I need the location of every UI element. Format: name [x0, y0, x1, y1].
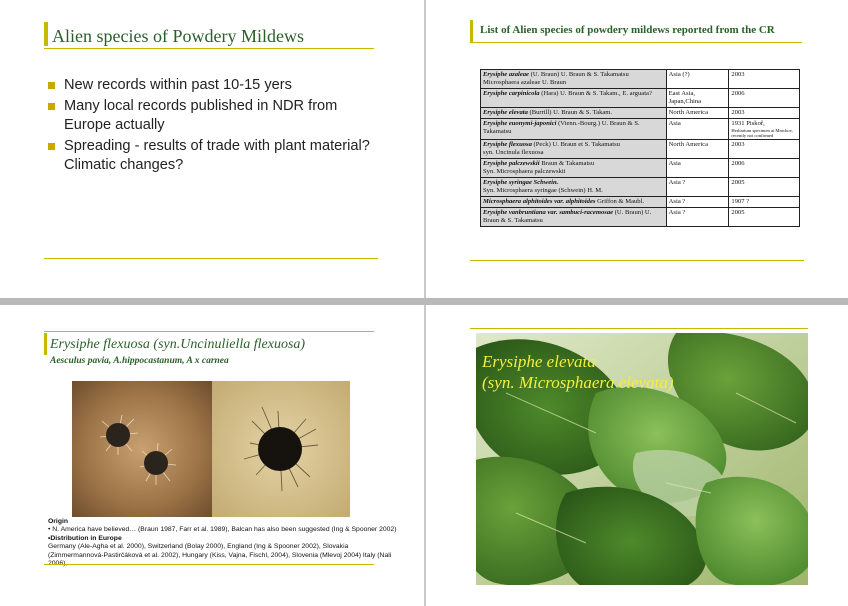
slide-2	[426, 0, 848, 298]
origin-cell: North America	[666, 108, 729, 119]
year-value: 2003	[731, 109, 745, 116]
year-cell	[729, 159, 800, 178]
year-cell	[729, 197, 800, 208]
species-name: Erysiphe flexuosa	[483, 141, 532, 148]
species-authority: (Peck) U. Braun et S. Takamatsu	[531, 141, 620, 148]
origin-cell: Asia ?	[666, 178, 729, 197]
table-row	[481, 70, 800, 89]
species-authority: (U. Braun) U. Braun & S. Takamatsu	[528, 71, 629, 78]
distribution-text: Germany (Ale-Agha et al. 2000), Switzerland (Bolay 2000), England (Ing & Spooner 2002), Slovakia (Zimmermannová-Pastirčáková et al. 2002), Hungary (Kiss, Vajna, Fischl, 2004), Slovenia (Mlevoj 2004) Italy (Nali	[48, 543, 392, 559]
species-authority: (Burrill) U. Braun & S. Takam.	[527, 109, 613, 116]
species-cell	[481, 89, 667, 108]
bullet-text: Spreading - results of trade with plant material? Climatic changes?	[64, 138, 370, 173]
distribution-heading: •Distribution in Europe	[48, 534, 122, 542]
year-note: Herbarium specimen at Mnichov, recently not confirmed	[731, 128, 793, 138]
origin-cell: Asia	[666, 159, 729, 178]
bullet-item	[48, 97, 378, 135]
title-underline	[44, 48, 374, 49]
title-underline	[470, 42, 802, 43]
table-row	[481, 108, 800, 119]
year-cell	[729, 70, 800, 89]
origin-text: • N. America have believed… (Braun 1987, Farr et al. 1989), Balcan has also been suggested (Ing & Spooner 2002)	[48, 526, 397, 534]
species-name: Erysiphe vanbruntiana var. sambuci-racemosae	[483, 209, 614, 216]
species-cell	[481, 119, 667, 140]
species-authority: Braun & Takamatsu	[539, 160, 595, 167]
species-synonym: syn. Uncinula flexuosa	[483, 149, 544, 156]
origin-cell: East Asia, Japan,China	[666, 89, 729, 108]
table-row	[481, 119, 800, 140]
table-row	[481, 208, 800, 227]
title-line-2: (syn. Microsphaera elevata)	[482, 373, 674, 392]
species-cell	[481, 159, 667, 178]
origin-cell: Asia ?	[666, 208, 729, 227]
title-accent-bar	[44, 22, 48, 46]
species-cell	[481, 108, 667, 119]
microscopy-photo	[72, 381, 350, 517]
year-value: 2005	[731, 179, 745, 186]
species-cell	[481, 70, 667, 89]
year-value: 2003	[731, 71, 745, 78]
year-cell	[729, 208, 800, 227]
year-value: 2003	[731, 141, 745, 148]
year-cell	[729, 178, 800, 197]
slide-title: Alien species of Powdery Mildews	[52, 26, 304, 46]
species-name: Microsphaera alphitoides var. alphitoides	[483, 198, 596, 205]
species-authority: Griffon & Maubl.	[595, 198, 645, 205]
bullet-square-icon	[48, 103, 55, 110]
year-cell	[729, 108, 800, 119]
table-row	[481, 89, 800, 108]
species-synonym: Syn. Microsphaera palczewskii	[483, 168, 566, 175]
species-authority: (Vienn.-Bourg.) U. Braun & S. Takamatsu	[483, 120, 640, 135]
year-value: 2006	[731, 90, 745, 97]
bullet-text: New records within past 10-15 yers	[64, 77, 292, 93]
footer-rule	[44, 258, 378, 259]
slide-title: Erysiphe flexuosa (syn.Uncinuliella flexuosa)	[50, 337, 306, 352]
table-row	[481, 159, 800, 178]
table-row	[481, 178, 800, 197]
year-value: 1907 ?	[731, 198, 750, 205]
species-cell	[481, 178, 667, 197]
title-accent-bar	[470, 20, 473, 42]
slide-1	[0, 0, 424, 298]
species-cell	[481, 140, 667, 159]
species-name: Erysiphe syringae Schwein.	[483, 179, 559, 186]
species-name: Erysiphe palczewskii	[483, 160, 540, 167]
footer-rule	[44, 564, 374, 565]
slide-4	[426, 305, 848, 606]
species-cell	[481, 208, 667, 227]
year-cell	[729, 89, 800, 108]
species-synonym: Syn. Microsphaera syringae (Schwein) H. M.	[483, 187, 603, 194]
species-name: Erysiphe elevata	[483, 109, 528, 116]
bullet-item	[48, 76, 378, 95]
bullet-list	[48, 76, 378, 177]
title-overline	[470, 328, 808, 329]
footer-rule	[470, 260, 804, 261]
year-cell	[729, 119, 800, 140]
species-name: Erysiphe carpinicola	[483, 90, 540, 97]
slide-title: List of Alien species of powdery mildews reported from the CR	[480, 24, 775, 36]
species-authority: (Hara) U. Braun & S. Takam., E. arguata?	[539, 90, 652, 97]
origin-cell: North America	[666, 140, 729, 159]
host-plants: Aesculus pavia, A.hippocastanum, A x carnea	[50, 356, 229, 366]
species-name: Erysiphe azaleae	[483, 71, 529, 78]
species-authority: (U. Braun) U. Braun & S. Takamatsu	[483, 209, 652, 224]
title-overline	[44, 331, 374, 332]
table-row	[481, 140, 800, 159]
species-name: Erysiphe euonymi-japonici	[483, 120, 557, 127]
slide-3	[0, 305, 424, 606]
title-accent-bar	[44, 333, 47, 355]
origin-cell: Asia (?)	[666, 70, 729, 89]
bullet-square-icon	[48, 82, 55, 89]
year-value: 1931 Piskoř,	[731, 120, 765, 127]
bullet-square-icon	[48, 143, 55, 150]
species-cell	[481, 197, 667, 208]
year-value: 2005	[731, 209, 745, 216]
table-row	[481, 197, 800, 208]
alien-species-table	[480, 69, 800, 227]
origin-cell: Asia	[666, 119, 729, 140]
origin-heading: Origin	[48, 518, 69, 525]
slide-title	[482, 351, 674, 393]
bullet-text: Many local records published in NDR from Europe actually	[64, 98, 338, 133]
species-synonym: Microsphaera azaleae U. Braun	[483, 79, 567, 86]
bullet-item	[48, 137, 378, 175]
title-line-1: Erysiphe elevata	[482, 352, 596, 371]
year-cell	[729, 140, 800, 159]
year-value: 2006	[731, 160, 745, 167]
origin-cell: Asia ?	[666, 197, 729, 208]
horizontal-slide-divider	[0, 298, 848, 305]
origin-distribution-text	[48, 518, 398, 568]
